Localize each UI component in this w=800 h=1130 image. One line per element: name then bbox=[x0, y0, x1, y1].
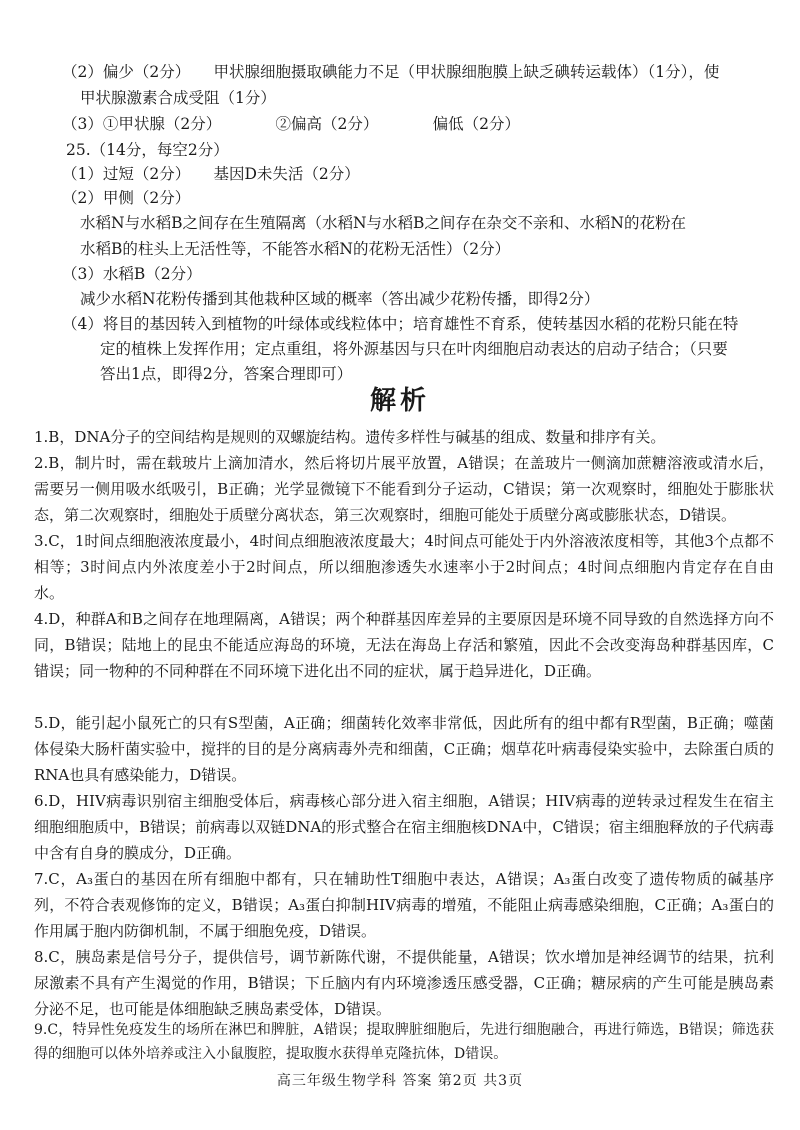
explanation-1: 1.B，DNA分子的空间结构是规则的双螺旋结构。遗传多样性与碱基的组成、数量和排序有关。 bbox=[34, 428, 666, 446]
answer-24-2-line1: （2）偏少（2分） 甲状腺细胞摄取碘能力不足（甲状腺细胞膜上缺乏碘转运载体）（1分），使 bbox=[62, 63, 720, 81]
explanation-9: 9.C，特异性免疫发生的场所在淋巴和脾脏，A错误；提取脾脏细胞后，先进行细胞融合，再进行筛选，B错误；筛选获得的细胞可以体外培养或注入小鼠腹腔，提取腹水获得单克隆抗体，D错误。 bbox=[34, 1022, 774, 1062]
explanation-8: 8.C，胰岛素是信号分子，提供信号，调节新陈代谢，不提供能量，A错误；饮水增加是神经调节的结果，抗利尿激素不具有产生渴觉的作用，B错误；下丘脑内有内环境渗透压感受器，C正确；糖尿病的产生可能是胰岛素分泌不足，也可能是体细胞缺乏胰岛素受体，D错误。 bbox=[34, 948, 774, 1018]
answer-24-2-line2: 甲状腺激素合成受阻（1分） bbox=[80, 89, 276, 107]
answer-25-3: （3）水稻B（2分） bbox=[62, 265, 202, 283]
explanation-4: 4.D，种群A和B之间存在地理隔离，A错误；两个种群基因库差异的主要原因是环境不同导致的自然选择方向不同，B错误；陆地上的昆虫不能适应海岛的环境，无法在海岛上存活和繁殖，因此不会改变海岛种群基因库，C错误；同一物种的不同种群在不同环境下进化出不同的症状，属于趋异进化，D正确。 bbox=[34, 610, 774, 680]
page-footer: 高三年级生物学科 答案 第2页 共3页 bbox=[276, 1073, 524, 1089]
answer-24-3: （3）①甲状腺（2分） ②偏高（2分） 偏低（2分） bbox=[62, 115, 520, 133]
answer-25-1: （1）过短（2分） 基因D未失活（2分） bbox=[62, 165, 360, 183]
explanation-2: 2.B，制片时，需在载玻片上滴加清水，然后将切片展平放置，A错误；在盖玻片一侧滴加蔗糖溶液或清水后，需要另一侧用吸水纸吸引，B正确；光学显微镜下不能看到分子运动，C错误；第一次观察时，细胞处于膨胀状态，第二次观察时，细胞处于质壁分离状态，第三次观察时，细胞可能处于质壁分离或膨胀状态，D错误。 bbox=[34, 454, 774, 524]
explanation-3: 3.C，1时间点细胞液浓度最小，4时间点细胞液浓度最大；4时间点可能处于内外溶液浓度相等，其他3个点都不相等；3时间点内外浓度差小于2时间点，所以细胞渗透失水速率小于2时间点；4时间点细胞内肯定存在自由水。 bbox=[34, 532, 774, 602]
answer-25-2-detail-line2: 水稻B的柱头上无活性等，不能答水稻N的花粉无活性）（2分） bbox=[80, 240, 511, 258]
answer-25-4-line2: 定的植株上发挥作用；定点重组，将外源基因与只在叶肉细胞启动表达的启动子结合；（只要 bbox=[100, 340, 728, 358]
explanation-7: 7.C，A₃蛋白的基因在所有细胞中都有，只在辅助性T细胞中表达，A错误；A₃蛋白改变了遗传物质的碱基序列，不符合表观修饰的定义，B错误；A₃蛋白抑制HIV病毒的增殖，不能阻止病毒感染细胞，C正确；A₃蛋白的作用属于胞内防御机制，不属于细胞免疫，D错误。 bbox=[34, 870, 774, 940]
answer-25-2: （2）甲侧（2分） bbox=[62, 189, 191, 207]
answer-25-3-detail: 减少水稻N花粉传播到其他栽种区域的概率（答出减少花粉传播，即得2分） bbox=[80, 290, 600, 308]
explanation-5: 5.D，能引起小鼠死亡的只有S型菌，A正确；细菌转化效率非常低，因此所有的组中都有R型菌，B正确；噬菌体侵染大肠杆菌实验中，搅拌的目的是分离病毒外壳和细菌，C正确；烟草花叶病毒侵染实验中，去除蛋白质的RNA也具有感染能力，D错误。 bbox=[34, 714, 774, 784]
section-title: 解析 bbox=[369, 386, 430, 416]
answer-25-4-line1: （4）将目的基因转入到植物的叶绿体或线粒体中；培育雄性不育系，使转基因水稻的花粉只能在特 bbox=[62, 315, 739, 333]
answer-25-2-detail-line1: 水稻N与水稻B之间存在生殖隔离（水稻N与水稻B之间存在杂交不亲和、水稻N的花粉在 bbox=[80, 214, 686, 232]
answer-25-header: 25.（14分，每空2分） bbox=[66, 141, 229, 159]
answer-25-4-line3: 答出1点，即得2分，答案合理即可） bbox=[100, 365, 353, 383]
explanation-6: 6.D，HIV病毒识别宿主细胞受体后，病毒核心部分进入宿主细胞，A错误；HIV病毒的逆转录过程发生在宿主细胞细胞质中，B错误；前病毒以双链DNA的形式整合在宿主细胞核DNA中，C错误；宿主细胞释放的子代病毒中含有自身的膜成分，D正确。 bbox=[34, 792, 774, 862]
